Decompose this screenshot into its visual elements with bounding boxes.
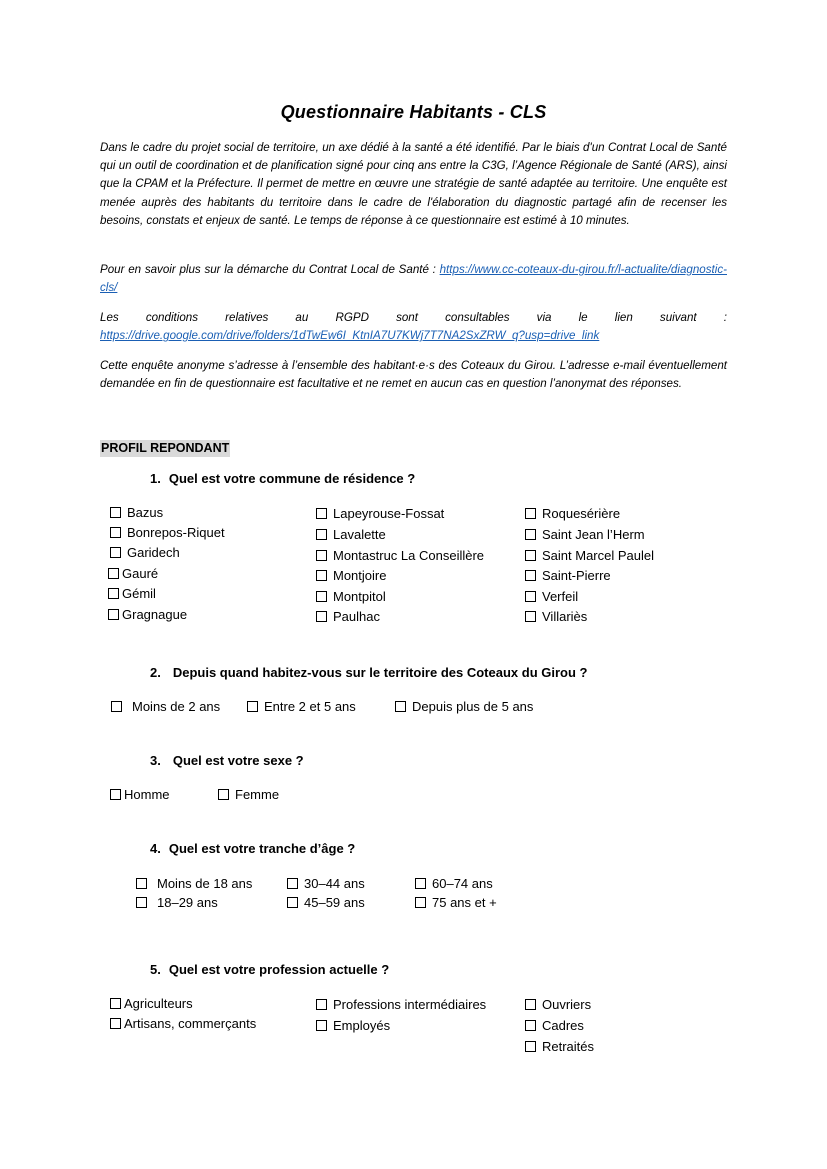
age-option[interactable] — [415, 874, 493, 892]
question-text: Depuis quand habitez-vous sur le territoire des Coteaux du Girou ? — [172, 665, 588, 680]
residence-duration-option[interactable] — [247, 697, 356, 715]
profession-option[interactable] — [110, 994, 193, 1012]
checkbox[interactable] — [136, 878, 147, 889]
option-label: Retraités — [542, 1038, 595, 1054]
option-label: 18–29 ans — [157, 894, 218, 910]
commune-option[interactable] — [525, 546, 654, 564]
option-label: Ouvriers — [542, 996, 592, 1012]
checkbox[interactable] — [110, 1018, 121, 1029]
checkbox[interactable] — [525, 611, 536, 622]
option-label: Garidech — [127, 544, 180, 560]
checkbox[interactable] — [316, 999, 327, 1010]
option-label: Entre 2 et 5 ans — [264, 698, 356, 714]
anonymity-paragraph: Cette enquête anonyme s’adresse à l’ensemble des habitant·e·s des Coteaux du Girou. L’adresse e-mail éventuellement demandée en fin de questionnaire est facultative et ne remet en aucun cas en question l’anonymat des réponses. — [100, 359, 727, 391]
checkbox[interactable] — [110, 789, 121, 800]
checkbox[interactable] — [316, 508, 327, 519]
option-label: Bazus — [127, 504, 164, 520]
checkbox[interactable] — [525, 570, 536, 581]
checkbox[interactable] — [108, 588, 119, 599]
profession-option[interactable] — [525, 1037, 594, 1055]
checkbox[interactable] — [525, 550, 536, 561]
commune-option[interactable] — [316, 587, 386, 605]
option-label: 60–74 ans — [432, 875, 493, 891]
age-option[interactable] — [287, 874, 365, 892]
checkbox[interactable] — [316, 591, 327, 602]
option-label: Lapeyrouse-Fossat — [333, 505, 445, 521]
section-heading: PROFIL REPONDANT — [101, 441, 230, 455]
commune-option[interactable] — [110, 523, 225, 541]
age-option[interactable] — [136, 893, 218, 911]
question-5 — [150, 962, 389, 977]
option-label: Gragnague — [122, 606, 188, 622]
option-label: Villariès — [542, 608, 588, 624]
checkbox[interactable] — [247, 701, 258, 712]
checkbox[interactable] — [108, 568, 119, 579]
option-label: Paulhac — [333, 608, 380, 624]
checkbox[interactable] — [316, 550, 327, 561]
rgpd-link[interactable]: https://drive.google.com/drive/folders/1dTwEw6I_KtnIA7U7KWj7T7NA2SxZRW_q?usp=drive_link — [100, 329, 600, 343]
checkbox[interactable] — [110, 527, 121, 538]
checkbox[interactable] — [316, 1020, 327, 1031]
option-label: Agriculteurs — [124, 995, 193, 1011]
question-2 — [150, 665, 587, 680]
option-label: Roquesérière — [542, 505, 621, 521]
checkbox[interactable] — [316, 570, 327, 581]
page-title: Questionnaire Habitants - CLS — [280, 102, 547, 122]
question-3 — [150, 753, 304, 768]
question-text: Quel est votre commune de résidence ? — [168, 471, 416, 486]
option-label: Moins de 2 ans — [132, 698, 221, 714]
question-number: 4. — [150, 841, 161, 856]
checkbox[interactable] — [525, 1020, 536, 1031]
checkbox[interactable] — [316, 529, 327, 540]
residence-duration-option[interactable] — [395, 697, 533, 715]
checkbox[interactable] — [287, 897, 298, 908]
age-option[interactable] — [287, 893, 365, 911]
commune-option[interactable] — [316, 504, 444, 522]
checkbox[interactable] — [287, 878, 298, 889]
commune-option[interactable] — [525, 607, 587, 625]
checkbox[interactable] — [525, 591, 536, 602]
commune-option[interactable] — [316, 607, 380, 625]
checkbox[interactable] — [316, 611, 327, 622]
checkbox[interactable] — [525, 999, 536, 1010]
cls-info-link[interactable]: https://www.cc-coteaux-du-girou.fr/l-actualite/diagnostic-cls/ — [100, 263, 727, 295]
commune-option[interactable] — [108, 605, 187, 623]
commune-option[interactable] — [525, 525, 645, 543]
question-number: 5. — [150, 962, 161, 977]
checkbox[interactable] — [525, 529, 536, 540]
rgpd-text: Les conditions relatives au RGPD sont consultables via le lien suivant : — [100, 311, 727, 324]
sex-option[interactable] — [110, 785, 170, 803]
cls-info-paragraph — [100, 261, 727, 297]
question-4 — [150, 841, 355, 856]
profession-option[interactable] — [316, 995, 486, 1013]
option-label: Depuis plus de 5 ans — [412, 698, 534, 714]
option-label: Montjoire — [333, 567, 387, 583]
checkbox[interactable] — [415, 897, 426, 908]
option-label: Homme — [124, 786, 170, 802]
checkbox[interactable] — [108, 609, 119, 620]
checkbox[interactable] — [110, 998, 121, 1009]
option-label: 45–59 ans — [304, 894, 365, 910]
checkbox[interactable] — [525, 1041, 536, 1052]
commune-option[interactable] — [108, 564, 158, 582]
option-label: Gauré — [122, 565, 159, 581]
checkbox[interactable] — [395, 701, 406, 712]
checkbox[interactable] — [525, 508, 536, 519]
question-number: 1. — [150, 471, 161, 486]
rgpd-paragraph — [100, 309, 727, 345]
commune-option[interactable] — [525, 504, 620, 522]
intro-paragraph: Dans le cadre du projet social de territoire, un axe dédié à la santé a été identifié. Par le biais d'un Contrat Local de Santé qui un outil de coordination et de planification signé pour cinq ans entre la C3G, l’Agence Régionale de Santé (ARS), ainsi que la CPAM et la Préfecture. Il permet de mettre en œuvre une stratégie de santé adaptée au territoire. Une enquête est menée auprès des habitants du territoire dans le cadre de l'élaboration du diagnostic partagé afin de recenser les besoins, constats et enjeux de santé. Le temps de réponse à ce questionnaire est estimé à 10 minutes. — [100, 141, 727, 227]
cls-info-text: Pour en savoir plus sur la démarche du Contrat Local de Santé : — [100, 263, 440, 276]
commune-option[interactable] — [108, 584, 156, 602]
option-label: Gémil — [122, 585, 156, 601]
option-label: 75 ans et + — [432, 894, 497, 910]
commune-option[interactable] — [316, 525, 386, 543]
question-number: 2. — [150, 665, 161, 680]
commune-option[interactable] — [525, 566, 611, 584]
profession-option[interactable] — [525, 995, 591, 1013]
residence-duration-option[interactable] — [111, 697, 220, 715]
age-option[interactable] — [136, 874, 252, 892]
checkbox[interactable] — [415, 878, 426, 889]
option-label: Femme — [235, 786, 280, 802]
commune-option[interactable] — [316, 566, 386, 584]
option-label: Cadres — [542, 1017, 584, 1033]
question-text: Quel est votre sexe ? — [172, 753, 304, 768]
option-label: Saint-Pierre — [542, 567, 611, 583]
question-text: Quel est votre tranche d’âge ? — [168, 841, 356, 856]
option-label: Montastruc La Conseillère — [333, 547, 485, 563]
question-text: Quel est votre profession actuelle ? — [168, 962, 390, 977]
checkbox[interactable] — [136, 897, 147, 908]
option-label: Bonrepos-Riquet — [127, 524, 225, 540]
option-label: Artisans, commerçants — [124, 1015, 257, 1031]
question-number: 3. — [150, 753, 161, 768]
profession-option[interactable] — [525, 1016, 584, 1034]
commune-option[interactable] — [110, 503, 163, 521]
option-label: Saint Marcel Paulel — [542, 547, 654, 563]
age-option[interactable] — [415, 893, 497, 911]
option-label: 30–44 ans — [304, 875, 365, 891]
profession-option[interactable] — [316, 1016, 390, 1034]
checkbox[interactable] — [218, 789, 229, 800]
option-label: Lavalette — [333, 526, 386, 542]
option-label: Verfeil — [542, 588, 579, 604]
option-label: Employés — [333, 1017, 391, 1033]
sex-option[interactable] — [218, 785, 279, 803]
profession-option[interactable] — [110, 1014, 256, 1032]
checkbox[interactable] — [110, 547, 121, 558]
option-label: Moins de 18 ans — [157, 875, 253, 891]
question-1 — [150, 471, 415, 486]
commune-option[interactable] — [316, 546, 484, 564]
option-label: Montpitol — [333, 588, 386, 604]
checkbox[interactable] — [111, 701, 122, 712]
commune-option[interactable] — [110, 543, 180, 561]
checkbox[interactable] — [110, 507, 121, 518]
option-label: Professions intermédiaires — [333, 996, 487, 1012]
commune-option[interactable] — [525, 587, 578, 605]
option-label: Saint Jean l’Herm — [542, 526, 645, 542]
